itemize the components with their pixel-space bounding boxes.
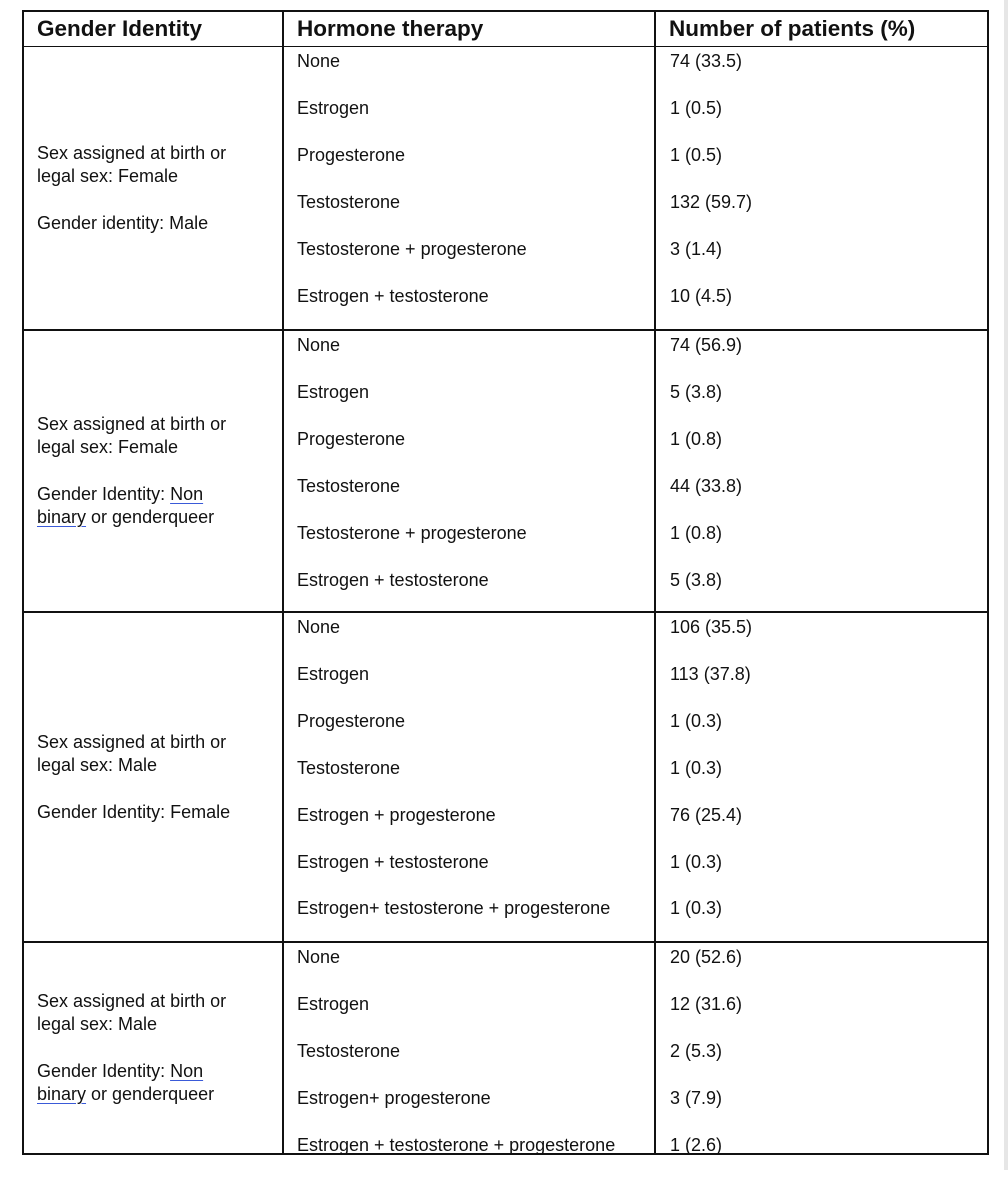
header-hormone-therapy: Hormone therapy: [297, 16, 484, 41]
patient-count-cell: 74 (33.5): [670, 51, 743, 71]
hormone-therapy-cell: Estrogen + testosterone: [297, 851, 489, 872]
table-row: [24, 1134, 991, 1181]
hormone-therapy-cell: Estrogen + testosterone: [297, 569, 489, 590]
hormone-therapy-cell: Estrogen: [297, 993, 370, 1014]
hormone-therapy-cell: None: [297, 947, 341, 967]
table-row: [24, 144, 991, 191]
gender-identity-rest: or genderqueer: [86, 1084, 215, 1104]
patient-count-cell: 1 (0.3): [670, 710, 723, 731]
hormone-therapy-cell: None: [297, 51, 341, 71]
patient-count-cell: 132 (59.7): [670, 191, 753, 212]
sex-assigned-line: Sex assigned at birth or: [37, 991, 227, 1011]
table-row: [24, 428, 991, 475]
gender-identity-prefix: Gender Identity:: [37, 484, 171, 504]
patient-count-cell: 10 (4.5): [670, 285, 733, 306]
gender-identity-underlined: Non: [170, 1061, 204, 1081]
table-row: [24, 97, 991, 144]
patient-count-cell: 2 (5.3): [670, 1040, 723, 1061]
hormone-therapy-cell: Estrogen + progesterone: [297, 804, 496, 825]
table-row: [24, 381, 991, 428]
table-row: [24, 946, 991, 993]
patient-count-cell: 3 (7.9): [670, 1087, 723, 1108]
hormone-therapy-cell: None: [297, 617, 341, 637]
patient-count-cell: 1 (0.8): [670, 522, 723, 543]
patient-count-cell: 5 (3.8): [670, 381, 723, 402]
table-group: [22, 331, 989, 613]
patient-count-cell: 1 (0.5): [670, 97, 723, 118]
hormone-therapy-cell: Estrogen: [297, 381, 370, 402]
patient-count-cell: 20 (52.6): [670, 947, 743, 967]
legal-sex-line: legal sex: Female: [37, 165, 179, 186]
table-row: [24, 663, 991, 710]
table-row: [24, 191, 991, 238]
patient-count-cell: 1 (0.3): [670, 851, 723, 872]
hormone-therapy-cell: Estrogen+ progesterone: [297, 1087, 491, 1108]
table-row: [24, 710, 991, 757]
table-row: [24, 285, 991, 332]
gender-identity-prefix: Gender Identity:: [37, 1061, 171, 1081]
patient-count-cell: 113 (37.8): [670, 663, 751, 684]
gender-identity-prefix: Gender Identity: Female: [37, 801, 231, 822]
hormone-therapy-cell: Testosterone: [297, 1040, 401, 1061]
gender-identity-underlined: Non: [170, 484, 204, 504]
hormone-therapy-cell: Estrogen + testosterone + progesterone: [297, 1134, 616, 1155]
patient-count-cell: 74 (56.9): [670, 335, 743, 355]
patient-count-cell: 1 (0.3): [670, 757, 723, 778]
patient-count-cell: 44 (33.8): [670, 475, 743, 496]
hormone-therapy-cell: Estrogen: [297, 97, 370, 118]
table-row: [24, 1087, 991, 1134]
header-gender-identity: Gender Identity: [37, 16, 203, 41]
table-row: [24, 616, 991, 663]
hormone-therapy-cell: Estrogen: [297, 663, 370, 684]
sex-assigned-line: Sex assigned at birth or: [37, 731, 227, 752]
patient-count-cell: 1 (0.5): [670, 144, 723, 165]
hormone-therapy-cell: Testosterone + progesterone: [297, 522, 527, 543]
patient-count-cell: 76 (25.4): [670, 804, 743, 825]
table-group: [22, 613, 989, 943]
sex-assigned-line: Sex assigned at birth or: [37, 414, 227, 434]
legal-sex-line: legal sex: Male: [37, 754, 158, 775]
patient-count-cell: 1 (0.8): [670, 428, 723, 449]
patient-count-cell: 12 (31.6): [670, 993, 743, 1014]
table-row: [24, 801, 991, 851]
legal-sex-line: legal sex: Female: [37, 437, 179, 457]
patient-count-cell: 1 (2.6): [670, 1134, 723, 1155]
table-row: [24, 993, 991, 1040]
sex-assigned-line: Sex assigned at birth or: [37, 142, 227, 163]
patient-count-cell: 3 (1.4): [670, 238, 723, 259]
hormone-therapy-cell: Estrogen+ testosterone + progesterone: [297, 898, 611, 919]
table-row: [24, 569, 991, 616]
hormone-therapy-cell: None: [297, 335, 341, 355]
hormone-therapy-cell: Testosterone: [297, 475, 401, 496]
table-group: [22, 943, 989, 1155]
legal-sex-line: legal sex: Male: [37, 1014, 158, 1034]
header-number-of-patients: Number of patients (%): [669, 16, 916, 41]
table-row: [24, 50, 991, 97]
hormone-therapy-cell: Progesterone: [297, 428, 406, 449]
table-row: [24, 475, 991, 522]
hormone-therapy-cell: Testosterone: [297, 191, 401, 212]
table-row: [24, 334, 991, 381]
table-row: [24, 897, 991, 944]
patient-count-cell: 106 (35.5): [670, 617, 753, 637]
hormone-therapy-cell: Estrogen + testosterone: [297, 285, 489, 306]
patient-count-cell: 5 (3.8): [670, 569, 723, 590]
table-row: [24, 238, 991, 285]
table-header-row: [22, 10, 989, 47]
table-row: [24, 1040, 991, 1087]
page-edge-shade: [1004, 0, 1008, 1170]
table-row: [24, 757, 991, 804]
hormone-therapy-cell: Testosterone + progesterone: [297, 238, 527, 259]
table-row: [24, 522, 991, 569]
hormone-therapy-cell: Progesterone: [297, 710, 406, 731]
table-row: [24, 851, 991, 898]
hormone-therapy-cell: Progesterone: [297, 144, 406, 165]
hormone-therapy-cell: Testosterone: [297, 757, 401, 778]
gender-identity-prefix: Gender identity: Male: [37, 212, 209, 233]
patient-count-cell: 1 (0.3): [670, 898, 723, 919]
gender-identity-rest: or genderqueer: [86, 507, 215, 527]
gender-identity-underlined-2: binary: [37, 507, 87, 527]
table-group: [22, 47, 989, 331]
gender-identity-underlined-2: binary: [37, 1084, 87, 1104]
